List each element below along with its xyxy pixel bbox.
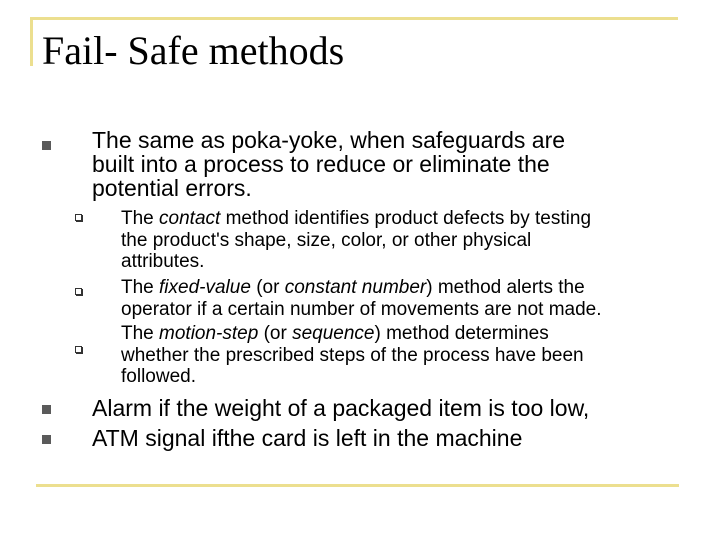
square-bullet-icon [42, 435, 51, 444]
slide-title: Fail- Safe methods [42, 28, 345, 73]
bullet-3-text: ATM signal ifthe card is left in the machine [92, 425, 523, 451]
square-bullet-icon [42, 141, 51, 150]
sub-bullet-2-line-1: The fixed-value (or constant number) method alerts the [121, 277, 585, 298]
sub-bullet-2-line-2: operator if a certain number of movements are not made. [121, 299, 602, 320]
sub-bullet-1-line-3: attributes. [121, 251, 205, 272]
bullet-1-line-1: The same as poka-yoke, when safeguards are [92, 127, 566, 153]
bullet-1-line-3: potential errors. [92, 175, 252, 201]
hollow-square-bullet-icon [75, 214, 82, 221]
sub-bullet-1-line-2: the product's shape, size, color, or other physical [121, 230, 532, 251]
bullet-1-line-2: built into a process to reduce or eliminate the [92, 151, 550, 177]
hollow-square-bullet-icon [75, 346, 82, 353]
sub-bullet-1-line-1: The contact method identifies product defects by testing [121, 208, 592, 229]
bottom-rule [36, 484, 679, 487]
title-frame-left-rule [30, 17, 33, 66]
sub-bullet-3-line-3: followed. [121, 366, 196, 387]
title-frame-top-rule [30, 17, 678, 20]
sub-bullet-3-line-2: whether the prescribed steps of the process have been [121, 345, 584, 366]
square-bullet-icon [42, 405, 51, 414]
sub-bullet-3-line-1: The motion-step (or sequence) method determines [121, 323, 549, 344]
hollow-square-bullet-icon [75, 288, 82, 295]
bullet-2-text: Alarm if the weight of a packaged item is too low, [92, 395, 590, 421]
